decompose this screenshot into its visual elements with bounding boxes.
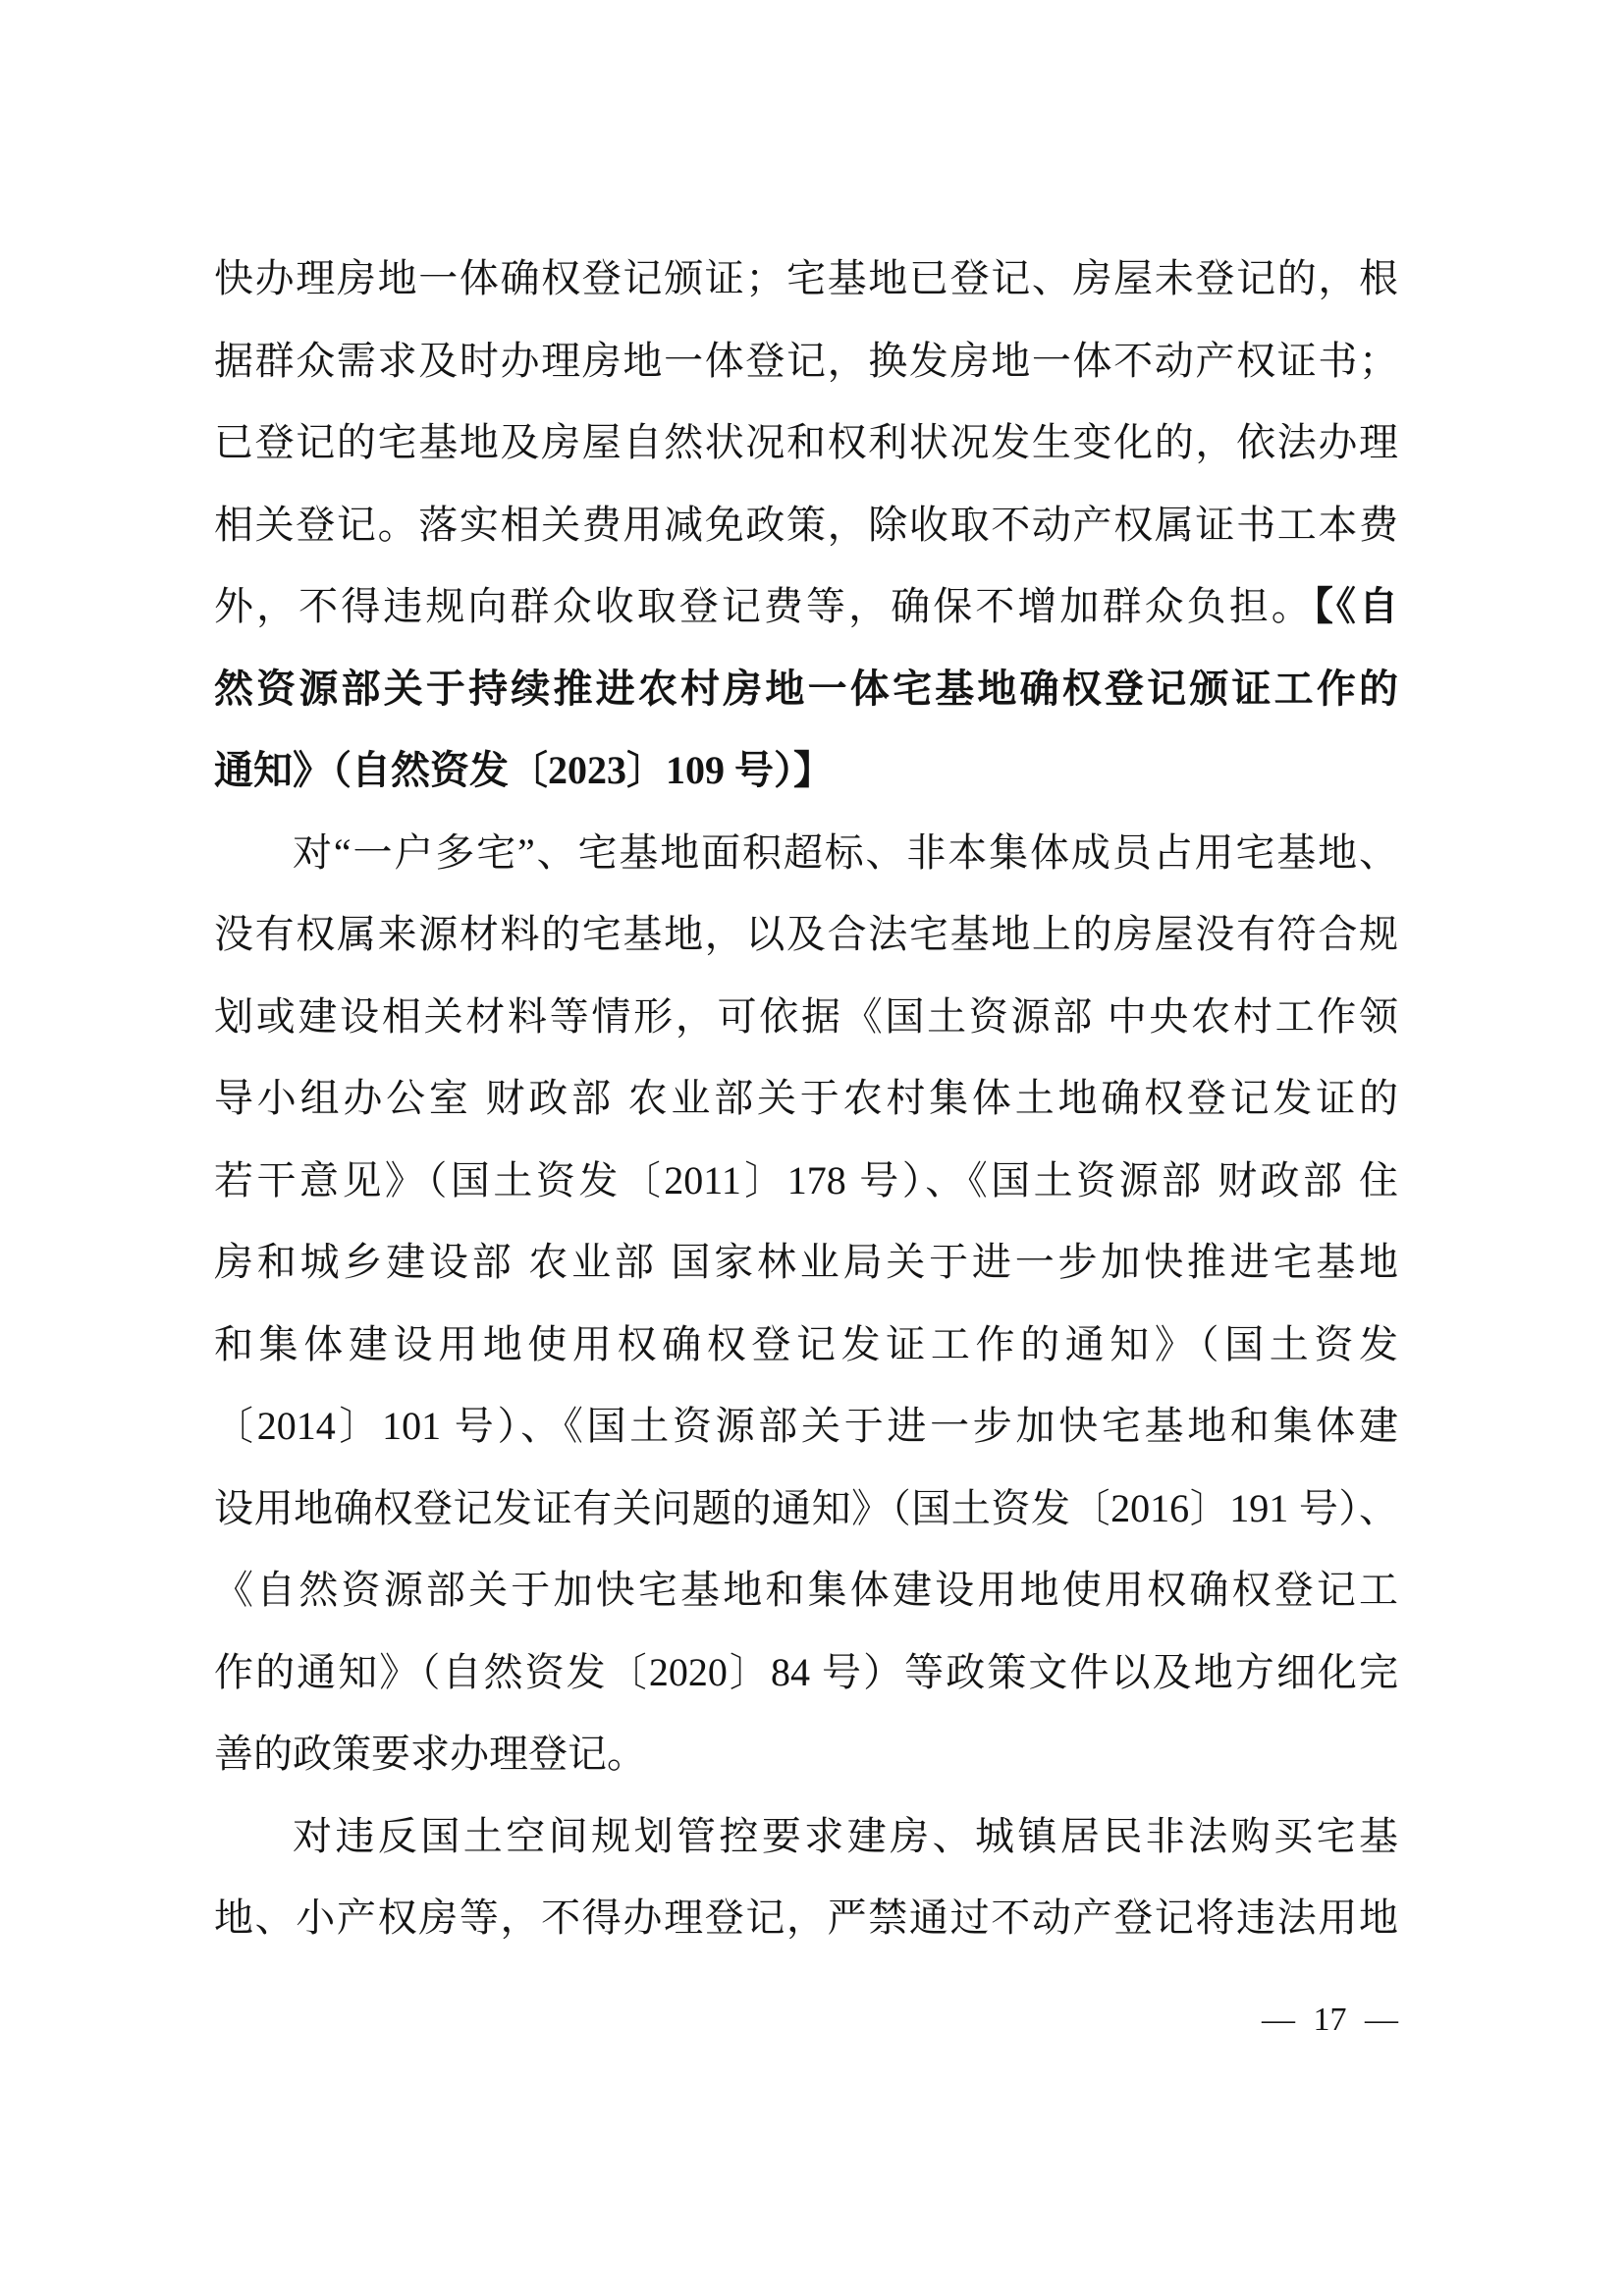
body-text: 导小组办公室 财政部 农业部关于农村集体土地确权登记发证的 (214, 1076, 1398, 1120)
body-text: 对违反国土空间规划管控要求建房、城镇居民非法购买宅基 (293, 1813, 1398, 1858)
text-line (214, 976, 1398, 1058)
body-text: 设用地确权登记发证有关问题的通知》（国土资发〔2016〕191 号）、 (214, 1485, 1398, 1530)
body-text: 外，不得违规向群众收取登记费等，确保不增加群众负担。 (214, 584, 1314, 628)
citation-text: 【《自 (1313, 584, 1398, 628)
body-text: 《自然资源部关于加快宅基地和集体建设用地使用权确权登记工 (214, 1568, 1398, 1612)
text-line (214, 1221, 1398, 1304)
text-line (214, 1468, 1398, 1550)
body-text: 相关登记。落实相关费用减免政策，除收取不动产权属证书工本费 (214, 502, 1398, 547)
text-line (214, 1057, 1398, 1140)
text-line (214, 812, 1398, 894)
text-line (214, 648, 1398, 730)
text-line (214, 401, 1398, 484)
text-line (214, 1713, 1398, 1795)
text-line (214, 320, 1398, 402)
text-line (214, 484, 1398, 566)
body-text: 作的通知》（自然资发〔2020〕84 号）等政策文件以及地方细化完 (214, 1649, 1398, 1694)
body-text: 房和城乡建设部 农业部 国家林业局关于进一步加快推进宅基地 (214, 1240, 1398, 1284)
body-text: 快办理房地一体确权登记颁证；宅基地已登记、房屋未登记的，根 (214, 256, 1398, 300)
text-line (214, 1631, 1398, 1714)
body-text: 划或建设相关材料等情形，可依据《国土资源部 中央农村工作领 (214, 993, 1398, 1039)
text-line (214, 893, 1398, 976)
citation-text: 通知》（自然资发〔2023〕109 号）】 (214, 748, 833, 792)
text-line (214, 1877, 1398, 1959)
text-line (214, 729, 1398, 812)
text-line (214, 1385, 1398, 1468)
body-text: 据群众需求及时办理房地一体登记，换发房地一体不动产权证书； (214, 338, 1398, 383)
body-text: 和集体建设用地使用权确权登记发证工作的通知》（国土资发 (214, 1321, 1398, 1366)
text-line (214, 238, 1398, 320)
text-line (214, 1795, 1398, 1878)
text-line (214, 565, 1398, 648)
body-text: 善的政策要求办理登记。 (214, 1732, 646, 1776)
text-line (214, 1549, 1398, 1631)
page-number: — 17 — (1262, 2002, 1398, 2038)
body-text: 对“一户多宅”、宅基地面积超标、非本集体成员占用宅基地、 (293, 829, 1398, 875)
body-text: 已登记的宅基地及房屋自然状况和权利状况发生变化的，依法办理 (214, 420, 1398, 464)
body-text: 〔2014〕101 号）、《国土资源部关于进一步加快宅基地和集体建 (214, 1404, 1398, 1448)
page-footer (214, 1999, 1398, 2042)
text-line (214, 1140, 1398, 1222)
citation-text: 然资源部关于持续推进农村房地一体宅基地确权登记颁证工作的 (214, 666, 1398, 711)
body-text: 若干意见》（国土资发〔2011〕178 号）、《国土资源部 财政部 住 (214, 1157, 1398, 1202)
document-body (214, 238, 1398, 1959)
body-text: 没有权属来源材料的宅基地，以及合法宅基地上的房屋没有符合规 (214, 912, 1398, 956)
text-line (214, 1304, 1398, 1386)
body-text: 地、小产权房等，不得办理登记，严禁通过不动产登记将违法用地 (214, 1896, 1398, 1940)
